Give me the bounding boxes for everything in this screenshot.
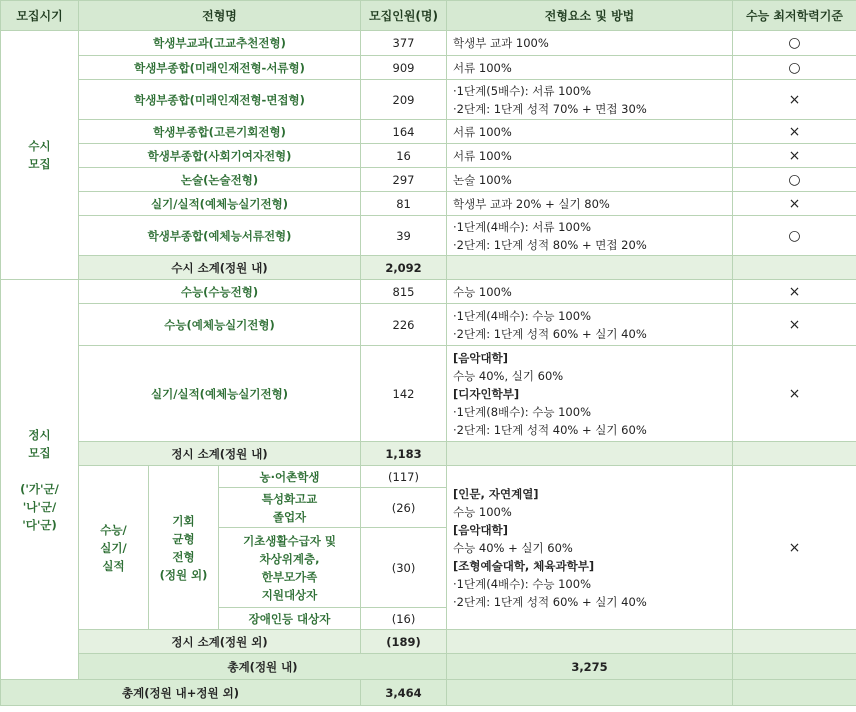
subtotal-empty	[733, 256, 856, 280]
total-row	[1, 680, 856, 706]
program-name	[219, 488, 361, 528]
subtotal-row	[1, 442, 856, 466]
subtotal-empty	[447, 442, 733, 466]
subtotal-row	[1, 630, 856, 654]
table-row	[1, 120, 856, 144]
method-line: ·1단계(4배수): 수능 100%	[453, 308, 591, 323]
program-name: 수능(수능전형)	[79, 280, 361, 304]
header-row	[1, 1, 856, 31]
program-count: 377	[361, 31, 447, 56]
header-min-score: 수능 최저학력기준	[733, 1, 856, 31]
min-score-mark: ○	[733, 31, 856, 56]
program-count: (16)	[361, 608, 447, 630]
program-count: 297	[361, 168, 447, 192]
period-text: 모집	[28, 445, 51, 460]
group-inner-line: (정원 외)	[159, 567, 208, 582]
program-method	[447, 346, 733, 442]
program-count: 226	[361, 304, 447, 346]
program-name	[219, 528, 361, 608]
method-line: 수능 100%	[453, 504, 512, 519]
header-count: 모집인원(명)	[361, 1, 447, 31]
method-line: ·1단계(5배수): 서류 100%	[453, 83, 591, 98]
min-score-mark: ×	[733, 192, 856, 216]
method-line: 학생부 교과 20% + 실기 80%	[453, 196, 610, 211]
table-row	[1, 56, 856, 80]
table-row	[1, 192, 856, 216]
program-count: (26)	[361, 488, 447, 528]
method-line: ·2단계: 1단계 성적 60% + 실기 40%	[453, 594, 647, 609]
program-method	[447, 56, 733, 80]
method-heading: [조형예술대학, 체육과학부]	[453, 558, 595, 573]
subtotal-label: 정시 소계(정원 외)	[79, 630, 361, 654]
program-method	[447, 216, 733, 256]
program-method	[447, 144, 733, 168]
total-value: 3,275	[447, 654, 733, 680]
subtotal-label: 수시 소계(정원 내)	[79, 256, 361, 280]
group-inner	[149, 466, 219, 630]
subtotal-label: 정시 소계(정원 내)	[79, 442, 361, 466]
program-name: 학생부교과(고교추천전형)	[79, 31, 361, 56]
group-inner-line: 전형	[172, 549, 195, 564]
table-row	[1, 346, 856, 442]
table-row	[1, 216, 856, 256]
method-line: 논술 100%	[453, 172, 512, 187]
table-row	[1, 144, 856, 168]
method-line: 서류 100%	[453, 124, 512, 139]
method-heading: [인문, 자연계열]	[453, 486, 539, 501]
subtotal-empty	[447, 256, 733, 280]
program-count: 142	[361, 346, 447, 442]
program-count: 39	[361, 216, 447, 256]
program-name-line: 지원대상자	[261, 587, 318, 602]
period-text: '다'군)	[22, 517, 57, 532]
method-line: ·2단계: 1단계 성적 80% + 면접 20%	[453, 237, 647, 252]
program-name: 학생부종합(예체능서류전형)	[79, 216, 361, 256]
method-line: ·1단계(4배수): 서류 100%	[453, 219, 591, 234]
subtotal-empty	[447, 630, 733, 654]
subtotal-value: (189)	[361, 630, 447, 654]
method-line: 수능 40%, 실기 60%	[453, 368, 564, 383]
table-row	[1, 280, 856, 304]
method-heading: [디자인학부]	[453, 386, 520, 401]
program-method	[447, 80, 733, 120]
program-count: 815	[361, 280, 447, 304]
table-row	[1, 168, 856, 192]
program-count: 16	[361, 144, 447, 168]
program-name-line: 졸업자	[272, 509, 307, 524]
period-cell	[1, 31, 79, 280]
total-row	[1, 654, 856, 680]
min-score-mark: ○	[733, 216, 856, 256]
header-name: 전형명	[79, 1, 361, 31]
min-score-mark: ○	[733, 56, 856, 80]
header-method: 전형요소 및 방법	[447, 1, 733, 31]
period-cell	[1, 280, 79, 680]
program-count: 209	[361, 80, 447, 120]
program-count: (30)	[361, 528, 447, 608]
program-name	[219, 608, 361, 630]
period-text: ('가'군/	[20, 481, 59, 496]
program-name-line: 차상위계층,	[259, 551, 320, 566]
program-name: 실기/실적(예체능실기전형)	[79, 192, 361, 216]
subtotal-empty	[733, 630, 856, 654]
program-count: 909	[361, 56, 447, 80]
subtotal-row	[1, 256, 856, 280]
program-method	[447, 304, 733, 346]
min-score-mark: ×	[733, 346, 856, 442]
total-empty	[447, 680, 733, 706]
period-text	[7, 462, 72, 480]
min-score-mark: ×	[733, 280, 856, 304]
program-name-line: 특성화고교	[261, 491, 318, 506]
method-heading: [음악대학]	[453, 350, 508, 365]
group-outer-line: 실적	[102, 558, 125, 573]
program-name-line: 농·어촌학생	[259, 469, 320, 484]
method-line: 서류 100%	[453, 60, 512, 75]
method-line: 학생부 교과 100%	[453, 36, 549, 50]
program-count: 164	[361, 120, 447, 144]
total-label: 총계(정원 내)	[79, 654, 447, 680]
method-heading: [음악대학]	[453, 522, 508, 537]
program-name: 학생부종합(사회기여자전형)	[79, 144, 361, 168]
min-score-mark: ×	[733, 466, 856, 630]
method-line: ·1단계(4배수): 수능 100%	[453, 576, 591, 591]
program-method	[447, 31, 733, 56]
subtotal-empty	[733, 442, 856, 466]
program-name-line: 기초생활수급자 및	[243, 533, 336, 548]
min-score-mark: ×	[733, 80, 856, 120]
period-text: 정시	[28, 427, 51, 442]
subtotal-value: 1,183	[361, 442, 447, 466]
method-line: ·2단계: 1단계 성적 60% + 실기 40%	[453, 326, 647, 341]
method-line: ·2단계: 1단계 성적 70% + 면접 30%	[453, 101, 647, 116]
program-method	[447, 192, 733, 216]
period-text: 수시	[28, 139, 51, 153]
method-line: 수능 40% + 실기 60%	[453, 540, 573, 555]
method-line: 서류 100%	[453, 148, 512, 163]
program-name: 수능(예체능실기전형)	[79, 304, 361, 346]
table-row	[1, 31, 856, 56]
total-value: 3,464	[361, 680, 447, 706]
program-name: 학생부종합(고른기회전형)	[79, 120, 361, 144]
period-text: 모집	[28, 157, 51, 171]
program-name	[219, 466, 361, 488]
group-inner-line: 균형	[172, 531, 195, 546]
program-name: 논술(논술전형)	[79, 168, 361, 192]
total-empty	[733, 680, 856, 706]
table-row	[1, 466, 856, 488]
program-name: 학생부종합(미래인재전형-서류형)	[79, 56, 361, 80]
method-line: 수능 100%	[453, 284, 512, 299]
period-text: '나'군/	[22, 499, 57, 514]
min-score-mark: ○	[733, 168, 856, 192]
program-name: 학생부종합(미래인재전형-면접형)	[79, 80, 361, 120]
program-count: (117)	[361, 466, 447, 488]
min-score-mark: ×	[733, 304, 856, 346]
group-inner-line: 기회	[172, 513, 195, 528]
table-row	[1, 304, 856, 346]
min-score-mark: ×	[733, 120, 856, 144]
program-name: 실기/실적(예체능실기전형)	[79, 346, 361, 442]
total-empty	[733, 654, 856, 680]
program-method	[447, 168, 733, 192]
group-outer-line: 수능/	[100, 522, 127, 537]
subtotal-value: 2,092	[361, 256, 447, 280]
min-score-mark: ×	[733, 144, 856, 168]
total-label: 총계(정원 내+정원 외)	[1, 680, 361, 706]
program-count: 81	[361, 192, 447, 216]
program-method	[447, 466, 733, 630]
program-name-line: 장애인등 대상자	[248, 611, 331, 626]
method-line: ·1단계(8배수): 수능 100%	[453, 404, 591, 419]
program-name-line: 한부모가족	[261, 569, 318, 584]
table-row	[1, 80, 856, 120]
group-outer-line: 실기/	[100, 540, 127, 555]
header-period: 모집시기	[1, 1, 79, 31]
method-line: ·2단계: 1단계 성적 40% + 실기 60%	[453, 422, 647, 437]
program-method	[447, 120, 733, 144]
program-method	[447, 280, 733, 304]
group-outer	[79, 466, 149, 630]
